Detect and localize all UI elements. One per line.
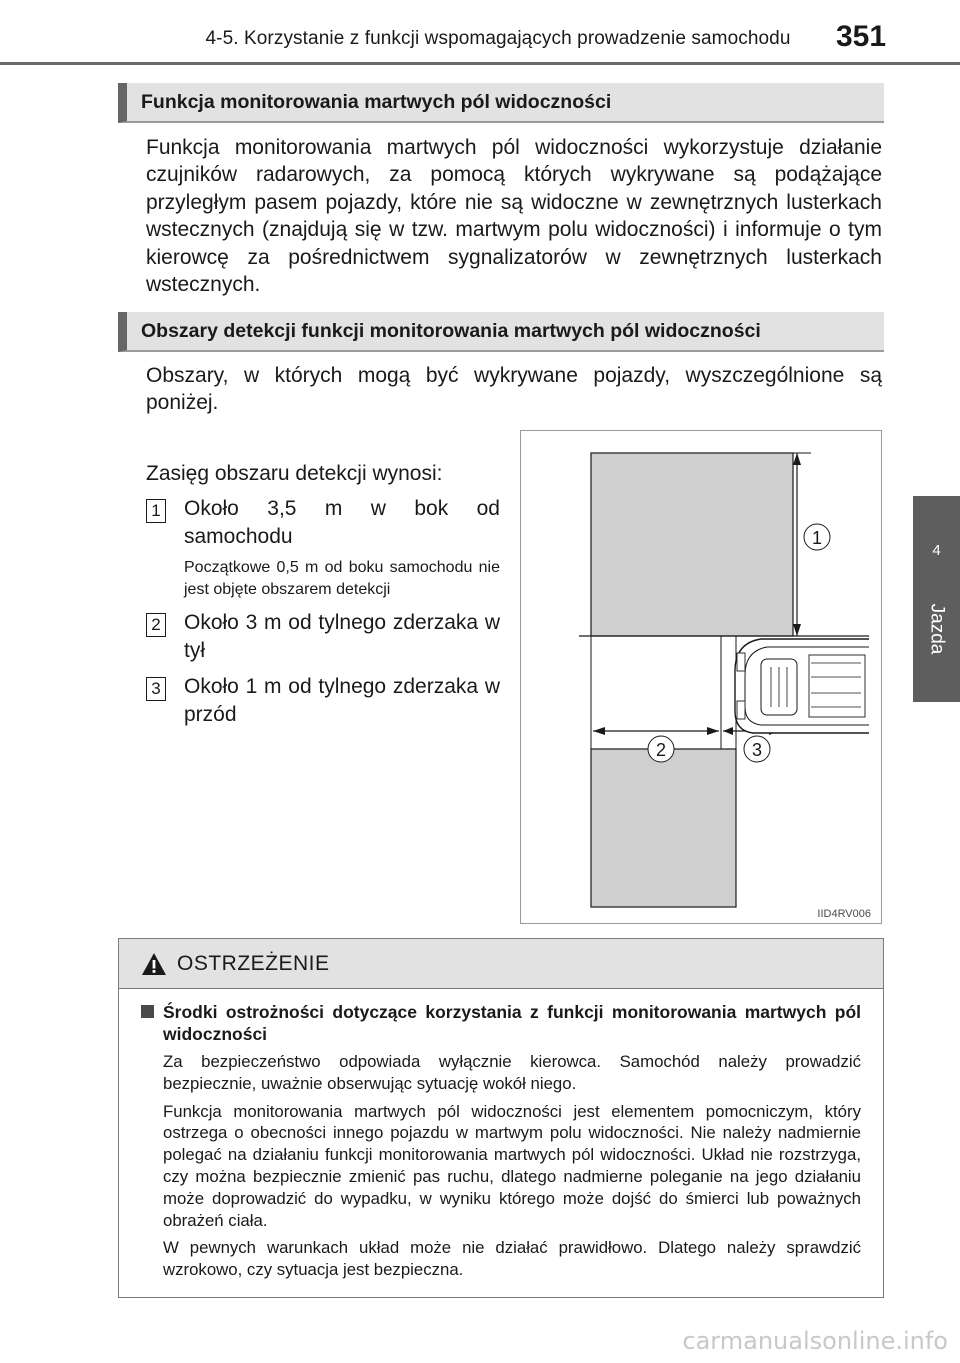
arrow-head-icon — [707, 727, 719, 735]
range-intro: Zasięg obszaru detekcji wynosi: — [146, 462, 443, 485]
item-number-box: 3 — [146, 677, 166, 701]
header-title: 4-5. Korzystanie z funkcji wspomagających prowadzenie samochodu — [205, 28, 791, 49]
item-number-box: 1 — [146, 499, 166, 523]
arrow-head-icon — [793, 624, 801, 636]
chapter-side-tab[interactable] — [913, 496, 960, 702]
chapter-number: 4 — [932, 542, 941, 559]
detection-area-diagram — [520, 430, 882, 924]
chapter-label-wrap — [913, 584, 960, 674]
item-text: Około 1 m od tylnego zderzaka w przód — [184, 675, 500, 726]
warning-body — [119, 989, 883, 1281]
svg-text:1: 1 — [811, 528, 823, 548]
list-item — [146, 673, 500, 729]
side-detection-zone — [591, 453, 793, 636]
svg-text:3: 3 — [751, 740, 763, 760]
watermark: carmanualsonline.info — [682, 1327, 948, 1355]
warning-title: OSTRZEŻENIE — [177, 951, 330, 975]
warning-subheading-text: Środki ostrożności dotyczące korzystania z funkcji monitorowania martwych pól widoczności — [163, 1002, 861, 1044]
image-code: IID4RV006 — [817, 908, 871, 920]
detection-range-list — [146, 460, 500, 729]
callout-2 — [648, 736, 674, 762]
warning-paragraph: Za bezpieczeństwo odpowiada wyłącznie kierowca. Samochód należy prowadzić bezpiecznie, uważnie obserwując sytuację wokół niego. — [163, 1052, 861, 1093]
section-heading-detection-areas: Obszary detekcji funkcji monitorowania martwych pól widoczności — [118, 312, 884, 352]
car-icon — [735, 639, 869, 733]
section-heading-bsm: Funkcja monitorowania martwych pól widoczności — [118, 83, 884, 123]
warning-header — [119, 939, 883, 989]
list-item — [146, 609, 500, 665]
list-item — [146, 495, 500, 601]
item-note: Początkowe 0,5 m od boku samochodu nie jest objęte obszarem detekcji — [184, 559, 500, 598]
callout-1 — [804, 524, 830, 550]
svg-text:2: 2 — [655, 740, 667, 760]
header-rule — [0, 62, 960, 65]
warning-box — [118, 938, 884, 1298]
arrow-head-icon — [593, 727, 605, 735]
diagram-svg — [521, 431, 881, 923]
callout-3 — [744, 736, 770, 762]
section-paragraph-bsm: Funkcja monitorowania martwych pól widoczności wykorzystuje działanie czujników radarowych, za pomocą których wykrywane są podążające przyległym pasem pojazdy, które nie są widoczne w zewnętrznych lusterkach wstecznych (znajdują się w tzw. martwym polu widoczności) i informuje o tym kierowcę za pośrednictwem sygnalizatorów w zewnętrznych lusterkach wstecznych. — [146, 136, 882, 297]
arrow-head-icon — [793, 453, 801, 465]
arrow-head-icon — [723, 727, 733, 735]
chapter-label: Jazda — [926, 603, 948, 655]
item-text: Około 3 m od tylnego zderzaka w tył — [184, 611, 500, 662]
square-bullet-icon — [141, 1005, 154, 1018]
item-number-box: 2 — [146, 613, 166, 637]
rear-detection-zone — [591, 749, 736, 907]
item-text: Około 3,5 m w bok od samochodu — [184, 497, 500, 548]
section-paragraph-detection-areas: Obszary, w których mogą być wykrywane pojazdy, wyszczególnione są poniżej. — [146, 364, 882, 415]
warning-paragraph: Funkcja monitorowania martwych pól widoczności jest elementem pomocniczym, który ostrzega o obecności innego pojazdu w martwym polu widoczności. Nie należy nadmiernie polegać na działaniu funkcji monitorowania martwych pól widoczności. Układ nie rozstrzyga, czy można bezpiecznie zmienić pas ruchu, dlatego nadmierne poleganie na jego działaniu może doprowadzić do wypadku, w wyniku którego może dojść do śmierci lub poważnych obrażeń ciała. — [163, 1101, 861, 1230]
warning-triangle-icon — [141, 952, 167, 976]
page-number: 351 — [836, 20, 887, 53]
warning-subheading — [141, 1001, 861, 1045]
warning-paragraph: W pewnych warunkach układ może nie działać prawidłowo. Dlatego należy sprawdzić wzrokowo, czy sytuacja jest bezpieczna. — [163, 1238, 861, 1280]
